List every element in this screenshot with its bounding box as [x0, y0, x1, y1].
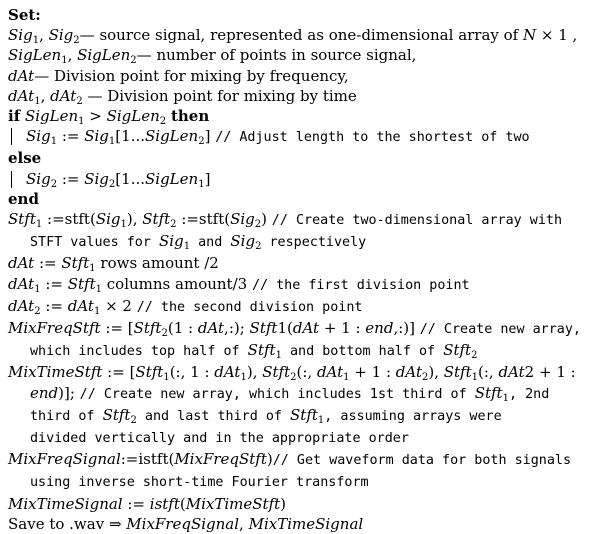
math-variable: Stft	[8, 210, 36, 229]
subscript: 1	[95, 283, 103, 295]
text-segment: :=	[57, 127, 85, 146]
subscript: 2	[34, 305, 41, 317]
subscript: 1	[198, 178, 205, 190]
code-comment: , assuming arrays were	[324, 408, 502, 424]
text-segment: columns amount/3	[102, 274, 252, 293]
text-segment: ,	[39, 26, 49, 45]
code-comment: respectively	[261, 235, 367, 251]
subscript: 1	[34, 283, 41, 295]
block-indent-bar	[11, 128, 12, 145]
text-segment: [1...	[115, 169, 145, 188]
text-segment: 2 + 1 :	[524, 363, 576, 382]
algorithm-line	[8, 189, 608, 209]
algorithm-line	[8, 318, 608, 340]
keyword: then	[170, 107, 210, 126]
math-variable: dAt	[395, 363, 422, 382]
math-variable: SigLen	[145, 169, 199, 188]
math-variable: MixFreqSignal	[126, 514, 240, 533]
algorithm-line	[8, 253, 608, 273]
algorithm-line	[8, 449, 608, 471]
algorithm-line	[8, 169, 608, 189]
text-segment: >	[84, 107, 107, 126]
subscript: 1	[343, 372, 350, 384]
algorithm-line	[8, 471, 608, 493]
math-variable: dAt	[8, 296, 35, 315]
code-comment: STFT values for	[30, 235, 159, 251]
text-segment: ]	[204, 169, 211, 188]
math-variable: Stft	[133, 319, 162, 338]
subscript: 1	[240, 372, 247, 384]
algorithm-line	[8, 86, 608, 106]
math-variable: dAt	[8, 86, 35, 105]
algorithm-listing	[8, 5, 608, 534]
code-comment: // Adjust length to the shortest of two	[215, 130, 530, 146]
algorithm-line	[8, 148, 608, 168]
text-segment: :=	[57, 169, 85, 188]
math-variable: Stft	[61, 254, 90, 273]
subscript: 2	[73, 35, 80, 47]
math-variable: dAt	[67, 296, 94, 315]
text-segment: ,	[239, 514, 249, 533]
subscript: 1	[93, 305, 101, 317]
subscript: 2	[76, 95, 83, 107]
algorithm-line	[8, 340, 608, 362]
subscript: 1	[78, 116, 85, 128]
subscript: 2	[290, 372, 297, 384]
subscript: 1	[275, 350, 282, 362]
code-comment: using inverse short-time Fourier transform	[30, 475, 369, 491]
text-segment: ,	[40, 86, 51, 105]
math-variable: Stft	[135, 363, 164, 382]
math-variable: MixTimeStft	[8, 363, 103, 382]
text-segment: (1 :	[167, 319, 198, 338]
math-variable: Stft	[247, 341, 276, 360]
math-variable: Stft	[142, 210, 171, 229]
text-segment: [1...	[115, 127, 145, 146]
math-variable: dAt	[197, 319, 225, 338]
subscript: 1	[50, 136, 58, 148]
text-segment: ,	[67, 46, 78, 65]
keyword: if	[8, 107, 21, 126]
algorithm-line	[8, 383, 608, 405]
subscript: 2	[170, 219, 177, 231]
subscript: 2	[161, 328, 168, 340]
math-variable: dAt	[8, 254, 35, 273]
text-segment: Save to .wav ⇒	[8, 514, 127, 533]
text-segment: :=istft(	[120, 450, 175, 469]
text-segment: + 1 :	[349, 363, 396, 382]
math-variable: MixFreqStft	[8, 319, 101, 338]
algorithm-line	[8, 5, 608, 25]
math-variable: end	[365, 319, 394, 338]
subscript: 1	[34, 95, 41, 107]
text-segment: (:,	[296, 363, 317, 382]
math-variable: SigLen	[24, 107, 79, 126]
algorithm-line	[8, 126, 608, 148]
code-comment: // Create new array,	[419, 322, 581, 338]
math-variable: MixFreqStft	[174, 450, 267, 469]
subscript: 1	[163, 372, 170, 384]
math-variable: Stft	[290, 405, 318, 424]
code-comment: and	[190, 235, 231, 251]
block-indent-bar	[11, 171, 12, 188]
code-comment: divided vertically and in the appropriate order	[30, 431, 409, 447]
math-variable: SigLen	[106, 107, 160, 126]
math-variable: Stft	[443, 341, 472, 360]
text-segment: (:, 1 :	[169, 363, 215, 382]
subscript: 1	[471, 372, 479, 384]
code-comment: and last third of	[136, 408, 291, 424]
algorithm-line	[8, 514, 608, 534]
math-variable: SigLen	[77, 46, 131, 65]
text-segment: :=stft(	[42, 210, 96, 229]
math-variable: dAt	[8, 274, 35, 293]
subscript: 1	[89, 263, 96, 275]
math-variable: istft	[149, 494, 180, 513]
keyword: else	[8, 149, 42, 168]
math-variable: Stft	[443, 363, 472, 382]
subscript: 1	[32, 35, 40, 47]
subscript: 1	[108, 136, 116, 148]
math-variable: Sig	[84, 127, 109, 146]
subscript: 1	[183, 241, 191, 253]
math-variable: Sig	[48, 26, 74, 45]
text-segment: — number of points in source signal,	[136, 46, 417, 65]
subscript: 2	[108, 178, 116, 190]
text-segment: — source signal, represented as one-dimensional array of	[79, 26, 524, 45]
code-comment: and bottom half of	[281, 344, 444, 360]
algorithm-line	[8, 296, 608, 318]
algorithm-line	[8, 25, 608, 45]
text-segment: )	[261, 210, 272, 229]
subscript: 2	[254, 219, 262, 231]
algorithm-line	[8, 106, 608, 126]
text-segment: ,:)]	[393, 319, 420, 338]
math-variable: Sig	[159, 232, 184, 251]
math-variable: Sig	[95, 210, 121, 229]
algorithm-line	[8, 66, 608, 86]
subscript: 2	[159, 116, 167, 128]
code-comment: // Create two-dimensional array with	[271, 213, 563, 229]
subscript: 2	[130, 414, 137, 426]
subscript: 1	[120, 219, 127, 231]
text-segment: )	[266, 450, 273, 469]
text-segment: := [	[100, 319, 134, 338]
algorithm-line	[8, 274, 608, 296]
subscript: 2	[198, 136, 205, 148]
math-variable: dAt	[292, 319, 320, 338]
text-segment: :=	[40, 274, 68, 293]
algorithm-line	[8, 45, 608, 65]
text-segment: — Division point for mixing by time	[82, 86, 357, 105]
text-segment: )	[280, 494, 287, 513]
text-segment: (:,	[478, 363, 499, 382]
text-segment: )];	[58, 383, 80, 402]
math-variable: Stft	[102, 405, 131, 424]
text-segment: :=	[122, 494, 150, 513]
algorithm-line	[8, 362, 608, 382]
math-variable: dAt	[8, 66, 35, 85]
subscript: 1	[61, 55, 68, 67]
math-variable: N	[523, 26, 537, 45]
math-variable: SigLen	[8, 46, 62, 65]
text-segment: 1(	[277, 319, 293, 338]
text-segment: ),	[246, 363, 263, 382]
algorithm-line	[8, 494, 608, 514]
math-variable: dAt	[214, 363, 241, 382]
math-variable: Sig	[230, 232, 256, 251]
math-variable: Sig	[8, 26, 33, 45]
algorithm-line	[8, 231, 608, 253]
text-segment: rows amount /2	[95, 254, 219, 273]
code-comment: // the first division point	[251, 277, 470, 293]
math-variable: MixTimeSignal	[248, 514, 364, 533]
subscript: 2	[471, 350, 478, 362]
subscript: 1	[35, 219, 43, 231]
code-comment: // the second division point	[136, 299, 363, 315]
text-segment: × 2	[100, 296, 137, 315]
math-variable: dAt	[316, 363, 344, 382]
math-variable: Stft	[474, 383, 503, 402]
math-variable: MixFreqSignal	[8, 450, 121, 469]
algorithm-line	[8, 209, 608, 231]
math-variable: dAt	[50, 86, 77, 105]
text-segment: :=stft(	[176, 210, 231, 229]
text-segment: + 1 :	[319, 319, 366, 338]
code-comment: // Create new array, which includes 1st third of	[79, 386, 475, 402]
math-variable: Sig	[84, 169, 109, 188]
text-segment: ]	[204, 127, 216, 146]
math-variable: Sig	[26, 127, 51, 146]
math-variable: Sig	[230, 210, 255, 229]
math-variable: end	[30, 383, 59, 402]
subscript: 2	[50, 178, 58, 190]
text-segment: (	[179, 494, 186, 513]
math-variable: dAt	[498, 363, 525, 382]
text-segment: :=	[34, 254, 62, 273]
math-variable: MixTimeStft	[185, 494, 281, 513]
text-segment: — Division point for mixing by frequency,	[34, 66, 349, 85]
keyword: end	[8, 189, 39, 208]
subscript: 2	[130, 55, 137, 67]
code-comment: third of	[30, 408, 103, 424]
code-comment: , 2nd	[508, 386, 550, 402]
subscript: 1	[317, 414, 325, 426]
math-variable: Stft	[262, 363, 291, 382]
subscript: 1	[502, 392, 509, 404]
text-segment: × 1 ,	[536, 26, 578, 45]
text-segment: ),	[428, 363, 444, 382]
math-variable: Stft	[249, 319, 278, 338]
algorithm-line	[8, 405, 608, 427]
math-variable: Sig	[26, 169, 51, 188]
keyword: Set:	[8, 6, 41, 24]
subscript: 2	[421, 372, 429, 384]
text-segment: :=	[40, 296, 68, 315]
math-variable: Stft	[67, 274, 96, 293]
text-segment: ),	[126, 210, 143, 229]
subscript: 2	[255, 241, 262, 253]
text-segment: := [	[102, 363, 136, 382]
code-comment: // Get waveform data for both signals	[272, 453, 572, 469]
code-comment: which includes top half of	[30, 344, 248, 360]
math-variable: MixTimeSignal	[8, 494, 123, 513]
algorithm-line	[8, 427, 608, 449]
text-segment: ,:);	[224, 319, 250, 338]
math-variable: SigLen	[145, 127, 199, 146]
